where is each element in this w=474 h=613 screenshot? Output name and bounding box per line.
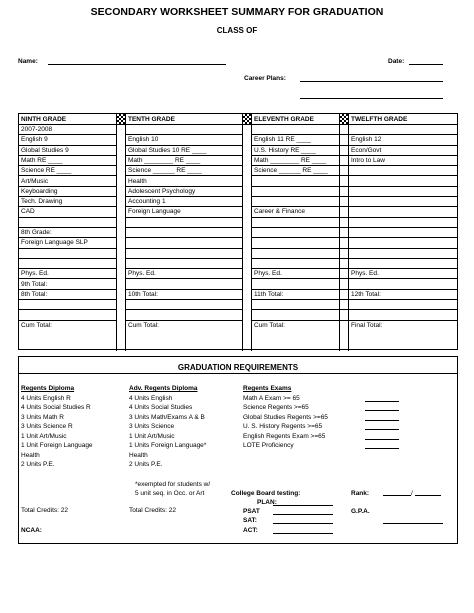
date-label: Date: bbox=[388, 58, 405, 65]
course-cell[interactable]: 9th Total: bbox=[19, 280, 116, 290]
course-cell[interactable] bbox=[252, 280, 349, 290]
course-cell[interactable]: Science RE ____ bbox=[19, 166, 116, 176]
course-cell[interactable]: U.S. History RE ____ bbox=[252, 146, 349, 156]
psat-label: PSAT bbox=[243, 508, 260, 515]
course-cell[interactable] bbox=[252, 249, 349, 259]
requirement-item-label: LOTE Proficiency bbox=[243, 442, 294, 449]
graduation-requirements bbox=[18, 356, 458, 544]
requirement-item-label: 3 Units Math/Exams A & B bbox=[129, 413, 205, 421]
course-cell[interactable]: 8th Total: bbox=[19, 290, 116, 300]
requirement-item bbox=[129, 460, 210, 470]
exam-score-field[interactable] bbox=[365, 432, 399, 440]
plan-label: PLAN: bbox=[257, 499, 277, 506]
course-cell[interactable]: Final Total: bbox=[351, 321, 383, 329]
course-cell[interactable] bbox=[19, 300, 116, 310]
course-cell[interactable]: Adolescent Psychology bbox=[126, 187, 242, 197]
requirement-item-label: Math A Exam >= 65 bbox=[243, 394, 300, 402]
course-cell[interactable] bbox=[252, 238, 349, 248]
divider bbox=[242, 125, 252, 351]
exam-score-field[interactable] bbox=[365, 394, 399, 402]
requirement-item bbox=[129, 413, 210, 423]
course-cell[interactable] bbox=[349, 207, 458, 217]
page-title: SECONDARY WORKSHEET SUMMARY FOR GRADUATION bbox=[90, 6, 384, 18]
requirement-item-label: English Regents Exam >=65 bbox=[243, 432, 326, 440]
course-cell[interactable]: Global Studies 10 RE ____ bbox=[126, 146, 242, 156]
course-cell[interactable]: 2007-2008 bbox=[19, 125, 116, 135]
course-cell[interactable] bbox=[349, 197, 458, 207]
course-cell[interactable] bbox=[349, 166, 458, 176]
course-cell[interactable]: 8th Grade: bbox=[19, 228, 116, 238]
eleventh-grade-column bbox=[252, 114, 349, 349]
plan-field[interactable] bbox=[273, 505, 333, 506]
checker-icon bbox=[339, 114, 349, 125]
course-cell[interactable] bbox=[126, 125, 242, 135]
sat-label: SAT: bbox=[243, 517, 257, 524]
requirement-item-label: 2 Units P.E. bbox=[21, 461, 55, 468]
tenth-grade-column bbox=[126, 114, 242, 349]
course-cell[interactable] bbox=[349, 249, 458, 259]
exam-score-field[interactable] bbox=[365, 441, 399, 449]
requirement-item bbox=[243, 394, 328, 404]
course-cell[interactable]: Global Studies 9 bbox=[19, 146, 116, 156]
exam-score-field[interactable] bbox=[365, 403, 399, 411]
rank-field[interactable] bbox=[383, 495, 411, 496]
course-cell[interactable]: Art/Music bbox=[19, 177, 116, 187]
requirement-item-label: Global Studies Regents >=65 bbox=[243, 413, 328, 421]
course-cell[interactable] bbox=[349, 238, 458, 248]
rank-slash: / bbox=[411, 490, 413, 497]
regents-total-credits: Total Credits: 22 bbox=[21, 507, 68, 514]
rank-label: Rank: bbox=[351, 490, 370, 497]
requirement-item bbox=[21, 403, 93, 413]
requirement-item bbox=[243, 422, 328, 432]
course-cell[interactable]: Science ______ RE ____ bbox=[126, 166, 242, 176]
requirement-item-label: 1 Unit Art/Music bbox=[21, 432, 67, 440]
requirement-item bbox=[129, 422, 210, 432]
course-cell[interactable]: Cum Total: bbox=[128, 321, 159, 329]
grade-header: NINTH GRADE bbox=[19, 114, 116, 125]
course-cell[interactable] bbox=[252, 300, 349, 310]
requirement-item bbox=[129, 441, 210, 451]
career-plans-label: Career Plans: bbox=[244, 75, 286, 82]
requirement-item bbox=[21, 413, 93, 423]
name-field[interactable] bbox=[48, 64, 226, 65]
requirement-item bbox=[21, 422, 93, 432]
grade-header: TWELFTH GRADE bbox=[349, 114, 458, 125]
course-cell[interactable]: English 11 RE ____ bbox=[252, 135, 349, 145]
twelfth-grade-column bbox=[349, 114, 458, 349]
course-cell[interactable] bbox=[252, 218, 349, 228]
course-cell[interactable]: English 12 bbox=[349, 135, 458, 145]
course-cell[interactable]: Math RE ____ bbox=[19, 156, 116, 166]
regents-diploma-section bbox=[21, 384, 93, 470]
course-cell[interactable] bbox=[349, 259, 458, 269]
course-cell[interactable]: Intro to Law bbox=[349, 156, 458, 166]
requirement-item-label: Health bbox=[129, 451, 148, 459]
course-cell[interactable]: Math ________ RE ____ bbox=[126, 156, 242, 166]
requirement-item bbox=[129, 432, 210, 442]
course-cell[interactable]: Cum Total: bbox=[254, 321, 285, 329]
requirement-item-label: Health bbox=[21, 451, 40, 459]
date-field[interactable] bbox=[409, 64, 443, 65]
course-cell[interactable]: Career & Finance bbox=[252, 207, 349, 217]
requirement-item bbox=[21, 460, 93, 470]
course-cell[interactable]: 11th Total: bbox=[252, 290, 349, 300]
course-cell[interactable] bbox=[252, 259, 349, 269]
course-cell[interactable] bbox=[349, 125, 458, 135]
course-cell[interactable]: 10th Total: bbox=[126, 290, 242, 300]
requirement-item-label: U. S. History Regents >=65 bbox=[243, 423, 323, 430]
course-cell[interactable] bbox=[349, 187, 458, 197]
requirement-item-label: 4 Units English bbox=[129, 394, 173, 402]
requirement-item bbox=[129, 403, 210, 413]
gpa-field[interactable] bbox=[383, 523, 443, 524]
exam-score-field[interactable] bbox=[365, 422, 399, 430]
checker-icon bbox=[242, 114, 252, 125]
course-cell[interactable] bbox=[349, 310, 458, 320]
course-cell[interactable]: Foreign Language bbox=[126, 207, 242, 217]
requirement-item-label: 4 Units Social Studies bbox=[129, 404, 193, 411]
course-cell[interactable]: Phys. Ed. bbox=[252, 269, 349, 279]
college-board-label: College Board testing: bbox=[231, 490, 301, 497]
ncaa-label: NCAA: bbox=[21, 527, 42, 534]
course-cell[interactable]: CAD bbox=[19, 207, 116, 217]
requirement-item-label: 1 Unit Art/Music bbox=[129, 432, 175, 440]
course-cell[interactable]: Foreign Language SLP bbox=[19, 238, 116, 248]
course-cell[interactable] bbox=[126, 259, 242, 269]
career-plans-field-2[interactable] bbox=[300, 98, 443, 99]
requirement-item-label: Science Regents >=65 bbox=[243, 404, 309, 411]
course-cell[interactable] bbox=[349, 228, 458, 238]
course-cell[interactable] bbox=[19, 218, 116, 228]
checker-icon bbox=[116, 114, 126, 125]
rank-total-field[interactable] bbox=[415, 495, 441, 496]
course-cell[interactable] bbox=[126, 228, 242, 238]
requirement-item-label: 4 Units English R bbox=[21, 394, 71, 402]
adv-regents-section bbox=[129, 384, 210, 499]
course-cell[interactable]: Cum Total: bbox=[21, 321, 52, 329]
requirement-item bbox=[243, 432, 328, 442]
grade-header: ELEVENTH GRADE bbox=[252, 114, 349, 125]
course-cell[interactable]: Keyboarding bbox=[19, 187, 116, 197]
course-cell[interactable]: Econ/Govt bbox=[349, 146, 458, 156]
requirement-item bbox=[243, 413, 328, 423]
course-cell[interactable] bbox=[126, 218, 242, 228]
course-cell[interactable]: Phys. Ed. bbox=[126, 269, 242, 279]
course-cell[interactable]: Phys. Ed. bbox=[349, 269, 458, 279]
requirement-item-label: 3 Units Science bbox=[129, 423, 175, 430]
course-cell[interactable]: English 10 bbox=[126, 135, 242, 145]
course-cell[interactable] bbox=[349, 280, 458, 290]
course-cell[interactable] bbox=[19, 249, 116, 259]
adv-total-credits: Total Credits: 22 bbox=[129, 507, 176, 514]
requirement-item-label: 1 Units Foreign Language* bbox=[129, 442, 207, 449]
requirement-item-label: 3 Units Science R bbox=[21, 423, 73, 430]
adv-note-2: 5 unit seq. in Occ. or Art bbox=[135, 490, 205, 497]
career-plans-field[interactable] bbox=[300, 81, 443, 82]
course-cell[interactable] bbox=[349, 218, 458, 228]
grade-header: TENTH GRADE bbox=[126, 114, 242, 125]
course-cell[interactable] bbox=[252, 177, 349, 187]
name-label: Name: bbox=[18, 58, 38, 65]
course-cell[interactable] bbox=[349, 300, 458, 310]
adv-note-1: *exempted for students w/ bbox=[135, 480, 211, 488]
requirement-item-label: 4 Units Social Studies R bbox=[21, 404, 91, 411]
gpa-label: G.P.A. bbox=[351, 508, 370, 515]
requirement-item bbox=[243, 441, 328, 451]
requirement-item bbox=[21, 432, 93, 442]
course-cell[interactable] bbox=[252, 310, 349, 320]
requirement-item-label: 1 Unit Foreign Language bbox=[21, 442, 93, 449]
course-cell[interactable] bbox=[126, 300, 242, 310]
course-cell[interactable] bbox=[126, 238, 242, 248]
adv-regents-heading: Adv. Regents Diploma bbox=[129, 385, 198, 392]
course-cell[interactable] bbox=[252, 187, 349, 197]
grade-table bbox=[18, 113, 458, 350]
requirement-item-label: 2 Units P.E. bbox=[129, 461, 163, 468]
ninth-grade-column bbox=[19, 114, 116, 349]
requirement-item bbox=[21, 394, 93, 404]
sat-field[interactable] bbox=[273, 523, 333, 524]
course-cell[interactable] bbox=[349, 177, 458, 187]
psat-field[interactable] bbox=[273, 514, 333, 515]
requirement-item bbox=[21, 441, 93, 451]
act-label: ACT: bbox=[243, 527, 258, 534]
course-cell[interactable]: Math ________ RE ____ bbox=[252, 156, 349, 166]
divider bbox=[116, 125, 126, 351]
requirements-title: GRADUATION REQUIREMENTS bbox=[177, 363, 299, 372]
requirement-item bbox=[129, 394, 210, 404]
requirement-item bbox=[243, 403, 328, 413]
course-cell[interactable]: Phys. Ed. bbox=[19, 269, 116, 279]
requirement-item bbox=[21, 451, 93, 461]
course-cell[interactable]: 12th Total: bbox=[349, 290, 458, 300]
course-cell[interactable]: English 9 bbox=[19, 135, 116, 145]
course-cell[interactable]: Tech. Drawing bbox=[19, 197, 116, 207]
class-of-label: CLASS OF bbox=[216, 26, 258, 35]
regents-exams-heading: Regents Exams bbox=[243, 385, 292, 392]
course-cell[interactable] bbox=[252, 125, 349, 135]
course-cell[interactable]: Health bbox=[126, 177, 242, 187]
regents-diploma-heading: Regents Diploma bbox=[21, 385, 75, 392]
course-cell[interactable] bbox=[252, 197, 349, 207]
course-cell[interactable] bbox=[126, 310, 242, 320]
course-cell[interactable]: Accounting 1 bbox=[126, 197, 242, 207]
divider bbox=[339, 125, 349, 351]
requirement-item bbox=[129, 451, 210, 461]
divider bbox=[19, 373, 457, 374]
course-cell[interactable] bbox=[19, 259, 116, 269]
course-cell[interactable] bbox=[19, 310, 116, 320]
course-cell[interactable] bbox=[252, 228, 349, 238]
course-cell[interactable] bbox=[126, 280, 242, 290]
regents-exams-section bbox=[243, 384, 328, 451]
act-field[interactable] bbox=[273, 533, 333, 534]
requirement-item-label: 3 Units Math R bbox=[21, 413, 64, 421]
course-cell[interactable]: Science ______ RE ____ bbox=[252, 166, 349, 176]
exam-score-field[interactable] bbox=[365, 413, 399, 421]
course-cell[interactable] bbox=[126, 249, 242, 259]
